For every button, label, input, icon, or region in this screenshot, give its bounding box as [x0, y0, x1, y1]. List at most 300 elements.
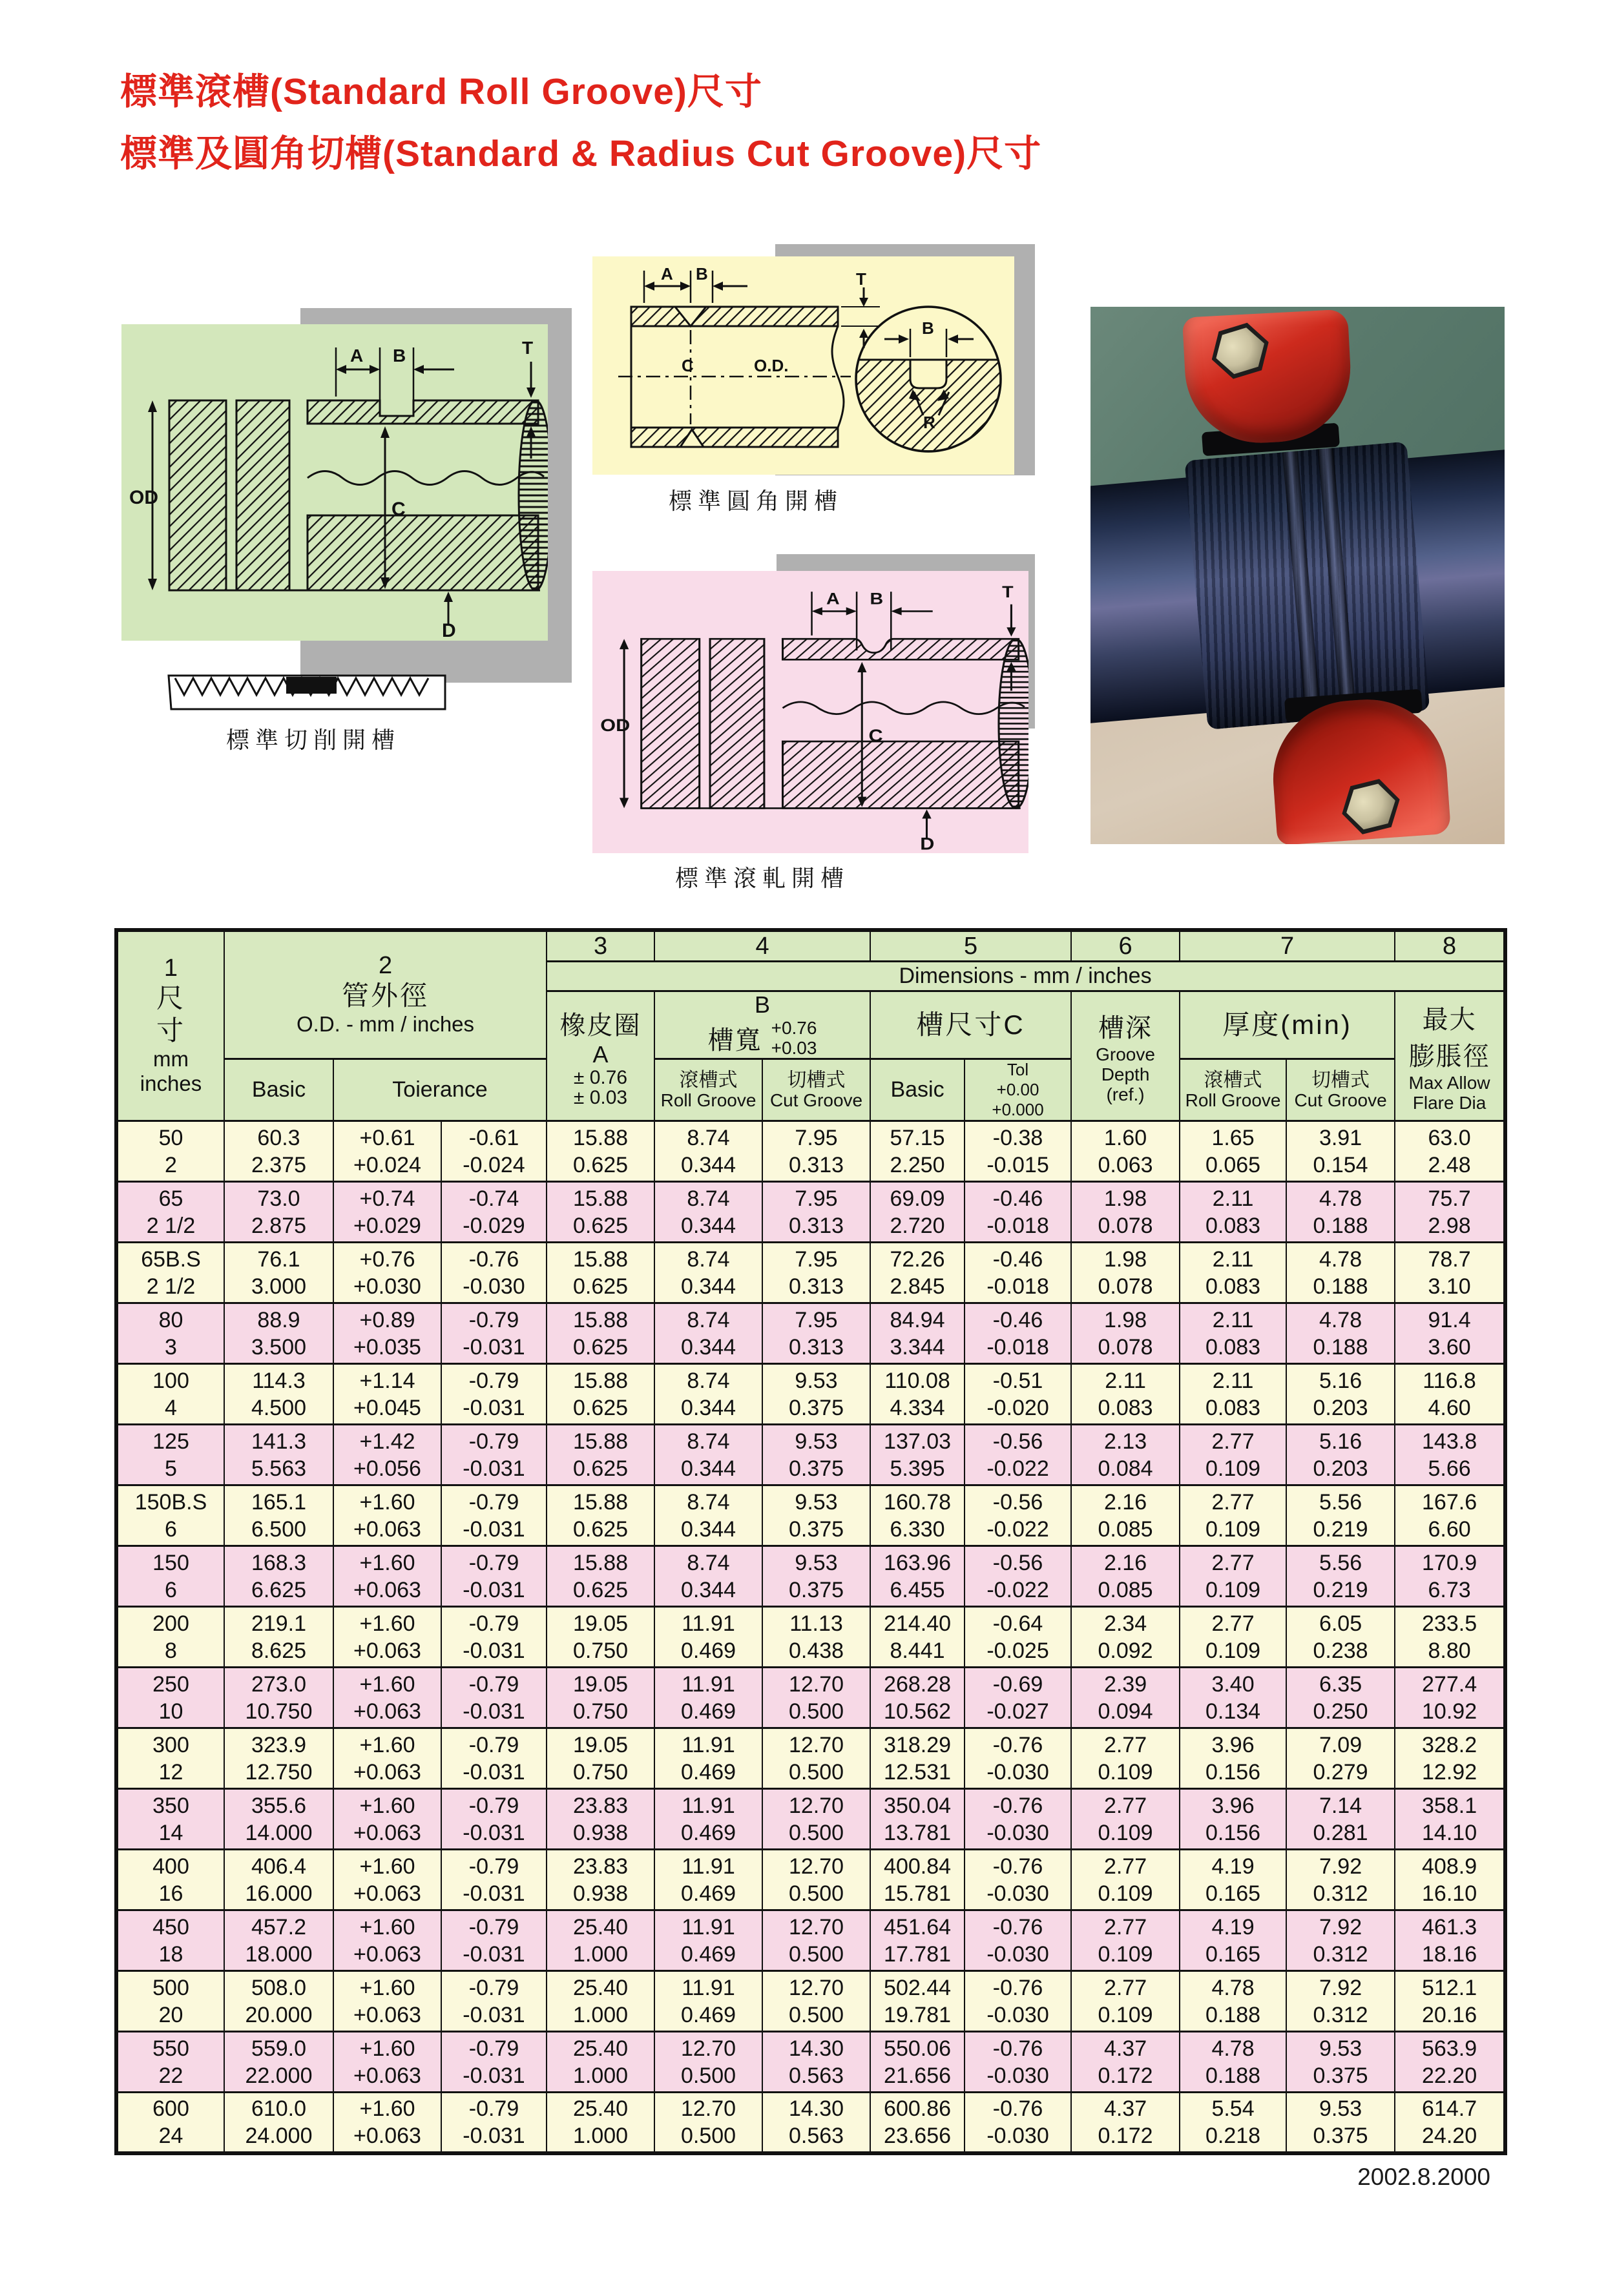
table-cell: [1180, 1789, 1286, 1850]
cell-line: 9.53: [795, 1429, 838, 1454]
cell-line: -0.022: [986, 1516, 1049, 1542]
table-cell: [1180, 1182, 1286, 1243]
cell-line: 16.10: [1422, 1881, 1477, 1906]
table-cell: [441, 1668, 547, 1728]
cell-line: 2.77: [1103, 1732, 1147, 1757]
cell-line: 0.219: [1313, 1516, 1368, 1542]
cell-line: 318.29: [884, 1732, 952, 1757]
cell-line: 14.30: [788, 2036, 844, 2061]
table-cell: [547, 2093, 654, 2153]
table-cell: [1395, 2032, 1505, 2093]
cell-line: 84.94: [890, 1307, 945, 1332]
cell-line: 20: [158, 2002, 183, 2027]
cell-line: 5.16: [1319, 1429, 1362, 1454]
table-row: [116, 1121, 1505, 1182]
cell-line: 6.330: [890, 1516, 945, 1542]
cell-line: 3.96: [1211, 1793, 1255, 1818]
caption-roll-groove: 標準滾軋開槽: [675, 865, 850, 891]
cell-line: +0.024: [353, 1152, 421, 1177]
cell-line: 2.77: [1211, 1429, 1255, 1454]
table-cell: [224, 1607, 333, 1668]
table-cell: [1071, 1303, 1180, 1364]
table-cell: [224, 1425, 333, 1485]
cell-line: 0.625: [572, 1516, 629, 1542]
table-row: [116, 2093, 1505, 2153]
cell-line: 10.750: [245, 1699, 313, 1724]
cell-line: 563.9: [1422, 2036, 1477, 2061]
table-cell: [762, 1850, 870, 1910]
table-cell: [654, 1546, 762, 1607]
table-cell: [965, 2093, 1071, 2153]
cell-line: -0.031: [463, 1334, 525, 1360]
table-cell: [547, 1728, 654, 1789]
cell-line: 0.188: [1313, 1334, 1368, 1360]
cell-line: 0.938: [572, 1820, 629, 1845]
cell-line: 1.000: [572, 1941, 629, 1967]
header-col-number: 6: [1071, 930, 1180, 962]
cell-line: 350: [152, 1793, 189, 1818]
table-cell: [870, 1364, 965, 1425]
table-cell: [762, 2093, 870, 2153]
cell-line: -0.030: [986, 2063, 1049, 2088]
cell-line: 12.70: [788, 1914, 844, 1939]
table-cell: [333, 1607, 441, 1668]
hex-bolt: [1205, 317, 1277, 384]
cell-line: -0.029: [463, 1213, 525, 1238]
photo-coupling-sleeve: [1184, 441, 1430, 729]
cell-line: 0.344: [680, 1516, 736, 1542]
table-cell: [654, 1668, 762, 1728]
cell-line: 19.05: [572, 1732, 629, 1757]
cell-line: 400: [152, 1854, 189, 1879]
table-cell: [1071, 1425, 1180, 1485]
cell-line: 0.109: [1098, 1941, 1153, 1967]
cell-line: 14.10: [1422, 1820, 1477, 1845]
cell-line: 3.344: [890, 1334, 945, 1360]
cell-line: 0.083: [1098, 1395, 1153, 1420]
table-row: [116, 1485, 1505, 1546]
cell-line: 3.40: [1211, 1671, 1255, 1697]
cell-line: 0.188: [1205, 2063, 1261, 2088]
table-cell: [1286, 1668, 1395, 1728]
table-cell: [116, 1850, 224, 1910]
cell-line: 6.05: [1319, 1611, 1362, 1636]
dim-label-od: OD: [600, 716, 631, 736]
table-cell: [1180, 1971, 1286, 2032]
cell-line: 0.563: [788, 2123, 844, 2148]
cell-line: 19.781: [884, 2002, 952, 2027]
cell-line: 0.344: [680, 1456, 736, 1481]
table-cell: [870, 1485, 965, 1546]
table-cell: [870, 1728, 965, 1789]
table-cell: [1286, 1121, 1395, 1182]
cell-line: 8.74: [687, 1489, 730, 1515]
cell-line: 400.84: [884, 1854, 952, 1879]
cell-line: 0.085: [1098, 1577, 1153, 1602]
cell-line: 9.53: [1319, 2036, 1362, 2061]
cell-line: 355.6: [251, 1793, 307, 1818]
table-cell: [1395, 2093, 1505, 2153]
table-cell: [441, 1425, 547, 1485]
table-cell: [224, 1364, 333, 1425]
cell-line: 12.70: [680, 2096, 736, 2121]
dim-label-d: D: [442, 620, 456, 641]
cell-line: -0.030: [986, 2123, 1049, 2148]
cell-line: 614.7: [1422, 2096, 1477, 2121]
cell-line: 12: [158, 1759, 183, 1784]
cell-line: 1.000: [572, 2123, 629, 2148]
cell-line: 8.80: [1428, 1638, 1471, 1663]
table-cell: [333, 2093, 441, 2153]
cell-line: 18: [158, 1941, 183, 1967]
dim-label-d: D: [920, 834, 935, 853]
cell-line: 408.9: [1422, 1854, 1477, 1879]
table-cell: [441, 1607, 547, 1668]
cell-line: +1.42: [359, 1429, 415, 1454]
table-cell: [116, 1425, 224, 1485]
cell-line: -0.79: [468, 2096, 519, 2121]
cell-line: 328.2: [1422, 1732, 1477, 1757]
cell-line: 0.375: [788, 1577, 844, 1602]
table-cell: [1071, 1728, 1180, 1789]
table-cell: [224, 1121, 333, 1182]
cell-line: +0.030: [353, 1274, 421, 1299]
table-cell: [224, 1789, 333, 1850]
dim-label-c: C: [391, 499, 406, 520]
cell-line: 214.40: [884, 1611, 952, 1636]
cell-line: 3.10: [1428, 1274, 1471, 1299]
table-cell: [547, 1789, 654, 1850]
cell-line: +1.60: [359, 1914, 415, 1939]
table-cell: [333, 2032, 441, 2093]
table-row: [116, 1728, 1505, 1789]
table-cell: [1286, 1425, 1395, 1485]
table-cell: [965, 1182, 1071, 1243]
cell-line: 88.9: [257, 1307, 300, 1332]
cell-line: -0.025: [986, 1638, 1049, 1663]
table-cell: [965, 1243, 1071, 1303]
table-cell: [1071, 1182, 1180, 1243]
cell-line: 0.625: [572, 1395, 629, 1420]
table-cell: [870, 1607, 965, 1668]
table-cell: [1395, 1850, 1505, 1910]
cell-line: 250: [152, 1671, 189, 1697]
dim-label-a: A: [661, 264, 673, 284]
cell-line: 6: [165, 1516, 177, 1542]
cell-line: 57.15: [890, 1125, 945, 1150]
cell-line: 110.08: [884, 1368, 950, 1393]
cell-line: 6.625: [251, 1577, 307, 1602]
cell-line: 150B.S: [134, 1489, 207, 1515]
cell-line: +0.89: [359, 1307, 415, 1332]
cell-line: 19.05: [572, 1611, 629, 1636]
table-cell: [654, 1971, 762, 2032]
table-cell: [1286, 1303, 1395, 1364]
cell-line: -0.79: [468, 1550, 519, 1575]
cell-line: -0.79: [468, 1975, 519, 2000]
table-cell: [116, 2093, 224, 2153]
cell-line: 2.16: [1103, 1489, 1147, 1515]
table-cell: [654, 1303, 762, 1364]
cell-line: 0.938: [572, 1881, 629, 1906]
table-cell: [1286, 1546, 1395, 1607]
cell-line: 168.3: [251, 1550, 307, 1575]
cell-line: 143.8: [1422, 1429, 1477, 1454]
cell-line: 12.70: [788, 1732, 844, 1757]
cell-line: 0.313: [788, 1274, 844, 1299]
cell-line: 0.188: [1313, 1213, 1368, 1238]
cell-line: 11.91: [682, 1975, 735, 2000]
header-gasket-a: 橡皮圈 A ± 0.76 ± 0.03: [547, 991, 654, 1121]
table-cell: [1071, 1668, 1180, 1728]
cell-line: 0.109: [1098, 2002, 1153, 2027]
dim-label-b: B: [393, 346, 406, 366]
cell-line: 2.11: [1212, 1368, 1254, 1393]
caption-radius-groove: 標準圓角開槽: [669, 488, 844, 514]
header-thk-roll-groove: 滾槽式 Roll Groove: [1180, 1059, 1286, 1121]
cell-line: 0.344: [680, 1334, 736, 1360]
cell-line: 24.20: [1422, 2123, 1477, 2148]
cell-line: +1.60: [359, 1793, 415, 1818]
cell-line: 500: [152, 1975, 189, 2000]
table-cell: [1071, 1364, 1180, 1425]
cell-line: 0.563: [788, 2063, 844, 2088]
cell-line: -0.38: [992, 1125, 1043, 1150]
dim-label-b: B: [696, 264, 708, 284]
table-cell: [224, 1182, 333, 1243]
table-cell: [762, 1364, 870, 1425]
cell-line: 23.83: [572, 1793, 629, 1818]
cell-line: +0.063: [353, 1941, 421, 1967]
cell-line: 25.40: [572, 1914, 629, 1939]
table-cell: [547, 1303, 654, 1364]
table-cell: [870, 1850, 965, 1910]
cell-line: 0.750: [572, 1638, 629, 1663]
cell-line: 350.04: [884, 1793, 952, 1818]
diagram-cut-groove: [121, 324, 548, 641]
cell-line: 559.0: [251, 2036, 307, 2061]
cell-line: 0.065: [1205, 1152, 1261, 1177]
cell-line: +1.60: [359, 1611, 415, 1636]
cell-line: 6: [165, 1577, 177, 1602]
table-cell: [333, 1243, 441, 1303]
cell-line: -0.031: [463, 1699, 525, 1724]
cell-line: 512.1: [1422, 1975, 1477, 2000]
header-col-number: 8: [1395, 930, 1505, 962]
cell-line: 4.78: [1211, 2036, 1255, 2061]
table-cell: [116, 1607, 224, 1668]
cell-line: 12.92: [1422, 1759, 1477, 1784]
table-cell: [1071, 1546, 1180, 1607]
cell-line: -0.031: [463, 1820, 525, 1845]
table-cell: [762, 1910, 870, 1971]
cell-line: 2.77: [1103, 1793, 1147, 1818]
table-cell: [1286, 1364, 1395, 1425]
cell-line: 2.720: [890, 1213, 945, 1238]
table-cell: [1071, 1850, 1180, 1910]
cell-line: 1.98: [1103, 1246, 1147, 1272]
cell-line: 0.469: [680, 1881, 736, 1906]
cell-line: 8.74: [687, 1246, 730, 1272]
table-cell: [1286, 1243, 1395, 1303]
table-cell: [1395, 1364, 1505, 1425]
cell-line: 2.48: [1428, 1152, 1471, 1177]
table-cell: [1395, 1485, 1505, 1546]
cell-line: -0.031: [463, 2123, 525, 2148]
cell-line: 1.65: [1211, 1125, 1255, 1150]
table-row: [116, 1607, 1505, 1668]
table-cell: [1180, 1910, 1286, 1971]
cell-line: -0.030: [986, 1759, 1049, 1784]
cell-line: -0.030: [986, 1820, 1049, 1845]
table-cell: [441, 1485, 547, 1546]
cell-line: 8.74: [687, 1307, 730, 1332]
knurl-strip-drawing: [165, 672, 449, 714]
table-cell: [1286, 1910, 1395, 1971]
cell-line: 0.109: [1205, 1577, 1261, 1602]
cell-line: 1.98: [1103, 1186, 1147, 1211]
cell-line: 9.53: [795, 1368, 838, 1393]
cell-line: 4.60: [1428, 1395, 1471, 1420]
header-size: 1 尺 寸 mm inches: [116, 930, 224, 1121]
cell-line: 2.11: [1212, 1246, 1254, 1272]
cell-line: -0.031: [463, 1456, 525, 1481]
cell-line: 0.313: [788, 1334, 844, 1360]
header-col-number: 5: [870, 930, 1071, 962]
table-cell: [1286, 1607, 1395, 1668]
cell-line: 12.70: [788, 1854, 844, 1879]
table-cell: [547, 1668, 654, 1728]
table-cell: [116, 1243, 224, 1303]
cell-line: 0.469: [680, 1759, 736, 1784]
cell-line: +0.045: [353, 1395, 421, 1420]
cell-line: 0.625: [572, 1213, 629, 1238]
cell-line: -0.018: [986, 1334, 1049, 1360]
cell-line: +0.063: [353, 2002, 421, 2027]
cell-line: 0.750: [572, 1699, 629, 1724]
cell-line: -0.018: [986, 1213, 1049, 1238]
cell-line: -0.79: [468, 1854, 519, 1879]
footer-date: 2002.8.2000: [1357, 2164, 1490, 2190]
cell-line: 2.77: [1103, 1975, 1147, 2000]
cell-line: 200: [152, 1611, 189, 1636]
cell-line: -0.031: [463, 1759, 525, 1784]
cell-line: -0.030: [986, 2002, 1049, 2027]
table-cell: [965, 1425, 1071, 1485]
cell-line: 0.154: [1313, 1152, 1368, 1177]
table-cell: [1286, 1971, 1395, 2032]
table-cell: [762, 1971, 870, 2032]
cell-line: 7.92: [1319, 1914, 1362, 1939]
table-cell: [1395, 1789, 1505, 1850]
cell-line: 461.3: [1422, 1914, 1477, 1939]
table-cell: [116, 1728, 224, 1789]
cell-line: 8.74: [687, 1429, 730, 1454]
header-thk-cut-groove: 切槽式 Cut Groove: [1286, 1059, 1395, 1121]
cell-line: 15.88: [572, 1368, 629, 1393]
cell-line: 4.78: [1319, 1246, 1362, 1272]
cell-line: 4: [165, 1395, 177, 1420]
table-cell: [333, 1910, 441, 1971]
table-cell: [333, 1850, 441, 1910]
cell-line: -0.030: [463, 1274, 525, 1299]
cell-line: 0.375: [1313, 2123, 1368, 2148]
header-b-roll-groove: 滾槽式 Roll Groove: [654, 1059, 762, 1121]
cell-line: 0.165: [1205, 1941, 1261, 1967]
coupling-ridge: [1317, 448, 1356, 718]
table-cell: [116, 1668, 224, 1728]
cell-line: 3.60: [1428, 1334, 1471, 1360]
cell-line: 0.344: [680, 1577, 736, 1602]
cell-line: -0.79: [468, 1307, 519, 1332]
table-cell: [1071, 1607, 1180, 1668]
cell-line: 12.750: [245, 1759, 313, 1784]
cell-line: 0.375: [1313, 2063, 1368, 2088]
cell-line: 22.000: [245, 2063, 313, 2088]
cell-line: 18.16: [1422, 1941, 1477, 1967]
table-row: [116, 1303, 1505, 1364]
cell-line: 0.344: [680, 1213, 736, 1238]
cell-line: -0.79: [468, 1914, 519, 1939]
table-cell: [1071, 1243, 1180, 1303]
cell-line: 0.469: [680, 2002, 736, 2027]
header-thickness: 厚度(min): [1180, 991, 1395, 1059]
cell-line: 0.438: [788, 1638, 844, 1663]
table-cell: [1180, 1364, 1286, 1425]
cell-line: -0.79: [468, 2036, 519, 2061]
table-cell: [870, 1971, 965, 2032]
table-cell: [547, 1364, 654, 1425]
cell-line: 2.77: [1211, 1611, 1255, 1636]
dim-label-c: C: [682, 356, 694, 375]
cell-line: 15.88: [572, 1186, 629, 1211]
cell-line: -0.79: [468, 1489, 519, 1515]
coupling-ridge: [1282, 451, 1320, 721]
cell-line: 141.3: [251, 1429, 307, 1454]
cell-line: +1.60: [359, 1489, 415, 1515]
table-row: [116, 1425, 1505, 1485]
table-cell: [870, 2093, 965, 2153]
cell-line: 5.54: [1211, 2096, 1255, 2121]
cell-line: -0.76: [992, 1793, 1043, 1818]
cell-line: 2.77: [1211, 1489, 1255, 1515]
table-cell: [333, 1789, 441, 1850]
table-cell: [116, 1910, 224, 1971]
table-cell: [870, 1546, 965, 1607]
title-line-1: 標準滾槽(Standard Roll Groove)尺寸: [120, 71, 762, 112]
header-col-number: 4: [654, 930, 870, 962]
dim-label-r: R: [923, 413, 935, 432]
cell-line: -0.51: [992, 1368, 1043, 1393]
table-cell: [224, 1485, 333, 1546]
cell-line: -0.015: [986, 1152, 1049, 1177]
cell-line: -0.76: [992, 2036, 1043, 2061]
table-cell: [224, 2093, 333, 2153]
cell-line: 2.845: [890, 1274, 945, 1299]
table-cell: [1180, 2032, 1286, 2093]
cell-line: 25.40: [572, 1975, 629, 2000]
table-row: [116, 1850, 1505, 1910]
table-cell: [654, 1789, 762, 1850]
table-row: [116, 1910, 1505, 1971]
table-cell: [441, 1910, 547, 1971]
table-cell: [654, 2032, 762, 2093]
cell-line: 0.469: [680, 1699, 736, 1724]
cell-line: 0.313: [788, 1213, 844, 1238]
cell-line: -0.76: [992, 2096, 1043, 2121]
cell-line: 3.000: [251, 1274, 307, 1299]
table-cell: [333, 1971, 441, 2032]
